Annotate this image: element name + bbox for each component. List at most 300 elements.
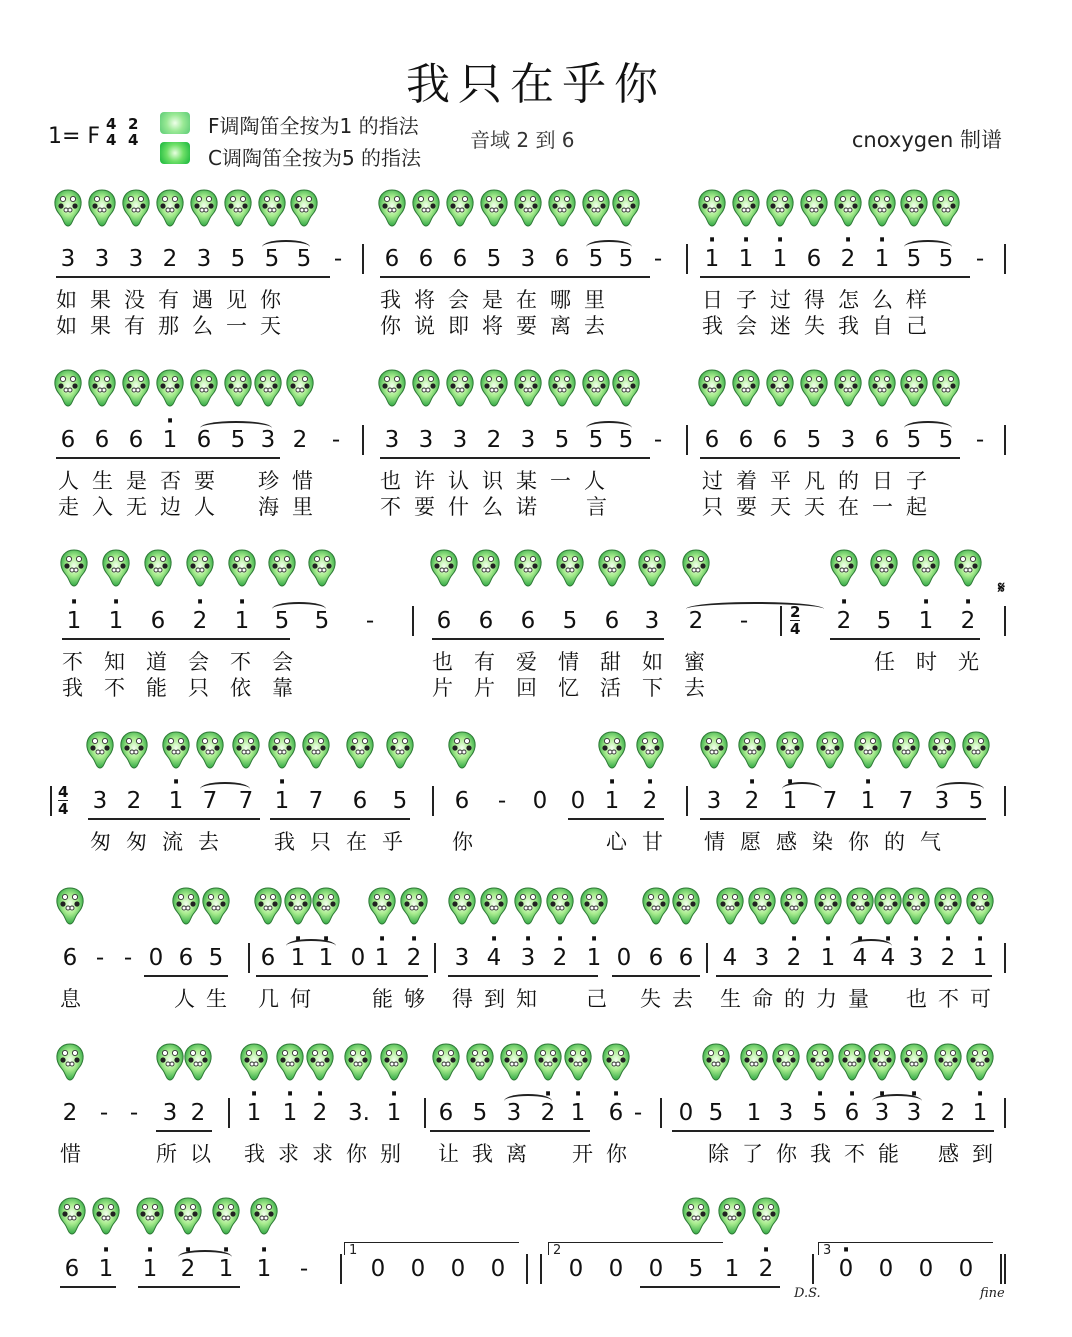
lyric-phrase: 开你 (572, 1142, 640, 1166)
note: · 2 (938, 945, 958, 971)
lyric-phrase: 不要什么诺 (380, 495, 550, 519)
note: · 4 (878, 945, 898, 971)
ocarina-fingering-icon (223, 188, 253, 228)
lyric-phrase: 也不可 (906, 987, 1002, 1011)
bar-line (1004, 1098, 1006, 1128)
author: cnoxygen 制谱 (851, 128, 1002, 152)
meter-b: 2 4 (128, 115, 139, 149)
note: 6 (648, 945, 664, 971)
ocarina-fingering-icon (101, 548, 131, 588)
bar-line (540, 1254, 542, 1284)
ocarina-fingering-icon (87, 188, 117, 228)
tie-arc (262, 240, 310, 254)
ts-top: 4 (58, 783, 69, 801)
note: - (633, 1100, 643, 1126)
beam (716, 975, 992, 977)
note: 1 (724, 1256, 740, 1282)
bar-line (228, 1098, 230, 1128)
note: - (95, 945, 105, 971)
ocarina-fingering-icon (597, 730, 627, 770)
beam (700, 818, 986, 820)
note: · 1 (970, 1100, 990, 1126)
ocarina-fingering-icon (513, 886, 543, 926)
note: 3 (452, 427, 468, 453)
note: 2 (688, 608, 704, 634)
note: 6 (738, 427, 754, 453)
ocarina-fingering-icon (155, 368, 185, 408)
note: 1 (746, 1100, 762, 1126)
ocarina-fingering-icon (697, 368, 727, 408)
note: - (331, 427, 341, 453)
note: · 2 (958, 608, 978, 634)
ocarina-fingering-icon (53, 368, 83, 408)
ocarina-fingering-icon (731, 368, 761, 408)
note: · 2 (310, 1100, 330, 1126)
ocarina-fingering-icon (671, 886, 701, 926)
note: 5 (472, 1100, 488, 1126)
note: · 1 (568, 1100, 588, 1126)
lyric-phrase: 片片回忆活下去 (432, 676, 726, 700)
lyric-phrase: 也有爱情甜如蜜 (432, 650, 726, 674)
note: 3 (60, 246, 76, 272)
ocarina-fingering-icon (289, 188, 319, 228)
tie-arc (904, 240, 952, 254)
note: 5 (588, 427, 604, 453)
note: 6 (352, 788, 368, 814)
note: 4 (722, 945, 738, 971)
ocarina-fingering-icon (367, 886, 397, 926)
beam (640, 1286, 780, 1288)
note: · 1 (160, 427, 180, 453)
ds-mark: D.S. (794, 1286, 821, 1301)
ocarina-fingering-icon (385, 730, 415, 770)
beam (672, 1130, 994, 1132)
bar-line (424, 1098, 426, 1128)
f-key-swatch (160, 112, 190, 134)
note: 7 (202, 788, 218, 814)
tie-arc (904, 421, 952, 435)
note: 5 (230, 246, 246, 272)
lyric-phrase: 生命的力量 (720, 987, 880, 1011)
note: 3 (840, 427, 856, 453)
ocarina-fingering-icon (581, 188, 611, 228)
ocarina-fingering-icon (867, 368, 897, 408)
ocarina-fingering-icon (249, 1196, 279, 1236)
tie-arc (686, 602, 824, 616)
ocarina-fingering-icon (411, 188, 441, 228)
ocarina-fingering-icon (747, 886, 777, 926)
ocarina-fingering-icon (829, 548, 859, 588)
lyric-phrase: 珍惜 (258, 469, 326, 493)
note: 3 (520, 246, 536, 272)
beam (270, 818, 410, 820)
ocarina-fingering-icon (429, 548, 459, 588)
note: 5 (208, 945, 224, 971)
lyric-phrase: 如果没有遇见你 (56, 288, 294, 312)
note: · 1 (244, 1100, 264, 1126)
lyric-phrase: 我求求你别 (244, 1142, 414, 1166)
ocarina-fingering-icon (779, 886, 809, 926)
ocarina-fingering-icon (445, 368, 475, 408)
note: · 4 (484, 945, 504, 971)
bar-line (412, 606, 414, 636)
ocarina-fingering-icon (751, 1196, 781, 1236)
time-signature (58, 784, 68, 817)
bar-line (706, 943, 708, 973)
ocarina-fingering-icon (813, 886, 843, 926)
ocarina-fingering-icon (285, 368, 315, 408)
tie-arc (286, 939, 336, 953)
note: · 1 (288, 945, 308, 971)
bar-line (434, 943, 436, 973)
note: 5 (938, 246, 954, 272)
ocarina-fingering-icon (867, 188, 897, 228)
note: 5 (296, 246, 312, 272)
ocarina-fingering-icon (581, 368, 611, 408)
note: 6 (62, 945, 78, 971)
note: 6 (384, 246, 400, 272)
ocarina-fingering-icon (173, 1196, 203, 1236)
ocarina-fingering-icon (189, 368, 219, 408)
ocarina-fingering-icon (891, 730, 921, 770)
note: · 1 (106, 608, 126, 634)
note: 6 (454, 788, 470, 814)
ocarina-fingering-icon (471, 548, 501, 588)
lyric-phrase: 息 (60, 987, 92, 1011)
note: 6 (704, 427, 720, 453)
note: 5 (618, 246, 634, 272)
note: · 6 (606, 1100, 626, 1126)
fine-mark: fine (980, 1286, 1005, 1301)
ocarina-fingering-icon (771, 1042, 801, 1082)
ocarina-fingering-icon (547, 368, 577, 408)
ocarina-fingering-icon (579, 886, 609, 926)
note: · 1 (316, 945, 336, 971)
lyric-phrase: 我将会是在哪里 (380, 288, 618, 312)
note: 2 (190, 1100, 206, 1126)
note: · 6 (842, 1100, 862, 1126)
ocarina-fingering-icon (253, 368, 283, 408)
ocarina-fingering-icon (899, 368, 929, 408)
note: 5 (806, 427, 822, 453)
note: 6 (60, 427, 76, 453)
range-text: 音域 2 到 6 (470, 128, 575, 152)
ocarina-fingering-icon (933, 886, 963, 926)
note: · 3 (906, 945, 926, 971)
note: · 1 (216, 1256, 236, 1282)
bar-line (526, 1254, 528, 1284)
note: · 2 (538, 1100, 558, 1126)
tie-arc (872, 1094, 922, 1108)
note: · 0 (836, 1256, 856, 1282)
note: 3 (418, 427, 434, 453)
lyric-phrase: 惜 (60, 1142, 94, 1166)
bar-line (686, 244, 688, 274)
beam (144, 975, 228, 977)
ocarina-fingering-icon (57, 1196, 87, 1236)
note: 3. (348, 1100, 370, 1126)
lyric-phrase: 我会迷失我自己 (702, 314, 940, 338)
ocarina-fingering-icon (479, 188, 509, 228)
note: 3 (384, 427, 400, 453)
note: · 1 (280, 1100, 300, 1126)
ocarina-fingering-icon (479, 886, 509, 926)
ocarina-fingering-icon (927, 730, 957, 770)
note: · 1 (916, 608, 936, 634)
note: · 2 (190, 608, 210, 634)
ocarina-fingering-icon (161, 730, 191, 770)
ocarina-fingering-icon (533, 1042, 563, 1082)
note: 0 (616, 945, 632, 971)
ts-top: 2 (790, 603, 801, 621)
note: 7 (822, 788, 838, 814)
lyric-phrase: 人生 (174, 987, 238, 1011)
note: · 5 (810, 1100, 830, 1126)
note: · 1 (872, 246, 892, 272)
ocarina-fingering-icon (445, 188, 475, 228)
beam (88, 818, 260, 820)
note: · 1 (372, 945, 392, 971)
note: · 1 (970, 945, 990, 971)
note: - (975, 427, 985, 453)
ocarina-fingering-icon (171, 886, 201, 926)
note: · 1 (602, 788, 622, 814)
ocarina-fingering-icon (933, 1042, 963, 1082)
ocarina-fingering-icon (377, 188, 407, 228)
note: 6 (260, 945, 276, 971)
lyric-phrase: 海里 (258, 495, 326, 519)
note: 0 (678, 1100, 694, 1126)
note: 6 (554, 246, 570, 272)
note: 6 (452, 246, 468, 272)
note: · 4 (850, 945, 870, 971)
beam (830, 638, 980, 640)
ocarina-fingering-icon (931, 368, 961, 408)
ocarina-fingering-icon (513, 548, 543, 588)
note: 5 (618, 427, 634, 453)
note: · 2 (756, 1256, 776, 1282)
lyric-phrase: 你说即将要离去 (380, 314, 618, 338)
note: 2 (62, 1100, 78, 1126)
note: 2 (126, 788, 142, 814)
beam (568, 818, 664, 820)
lyric-phrase: 失去 (640, 987, 704, 1011)
lyric-phrase: 情愿感染你的气 (704, 830, 956, 854)
bar-line (1004, 606, 1006, 636)
ocarina-fingering-icon (815, 730, 845, 770)
ocarina-fingering-icon (465, 1042, 495, 1082)
note: 6 (436, 608, 452, 634)
ocarina-fingering-icon (499, 1042, 529, 1082)
ocarina-fingering-icon (805, 1042, 835, 1082)
note: 7 (898, 788, 914, 814)
note: · 3 (518, 945, 538, 971)
ocarina-fingering-icon (867, 1042, 897, 1082)
tie-arc (200, 782, 250, 796)
note: · 1 (272, 788, 292, 814)
ocarina-fingering-icon (185, 548, 215, 588)
ocarina-fingering-icon (55, 1042, 85, 1082)
note: 0 (958, 1256, 974, 1282)
note: · 2 (404, 945, 424, 971)
note: · 3 (904, 1100, 924, 1126)
ocarina-fingering-icon (563, 1042, 593, 1082)
lyric-phrase: 我只在乎 (274, 830, 418, 854)
ocarina-fingering-icon (411, 368, 441, 408)
note: 5 (968, 788, 984, 814)
note: 6 (772, 427, 788, 453)
beam (380, 457, 650, 459)
ocarina-fingering-icon (479, 368, 509, 408)
ocarina-fingering-icon (85, 730, 115, 770)
ocarina-fingering-icon (223, 368, 253, 408)
note: 3 (94, 246, 110, 272)
song-title: 我只在乎你 (406, 59, 666, 110)
note: 5 (938, 427, 954, 453)
note: 3 (520, 427, 536, 453)
beam (56, 276, 330, 278)
note: 2 (292, 427, 308, 453)
note: - (975, 246, 985, 272)
note: 6 (478, 608, 494, 634)
note: 7 (238, 788, 254, 814)
lyric-phrase: 走入无边人 (58, 495, 228, 519)
tie-arc (782, 782, 822, 796)
tie-arc (586, 421, 632, 435)
ocarina-fingering-icon (899, 1042, 929, 1082)
ocarina-fingering-icon (305, 1042, 335, 1082)
lyric-phrase: 心甘 (606, 830, 678, 854)
beam (448, 975, 598, 977)
volta-number: 3 (818, 1242, 993, 1255)
tie-arc (586, 240, 632, 254)
ocarina-fingering-icon (59, 548, 89, 588)
key-signature: 1= F (48, 124, 101, 149)
note: 5 (392, 788, 408, 814)
meter-a: 4 4 (106, 115, 117, 149)
note: · 2 (550, 945, 570, 971)
note: 5 (314, 608, 330, 634)
ocarina-fingering-icon (681, 548, 711, 588)
note: 3 (706, 788, 722, 814)
note: 3 (128, 246, 144, 272)
beam (380, 276, 650, 278)
note: 0 (350, 945, 366, 971)
ocarina-fingering-icon (961, 730, 991, 770)
ocarina-fingering-icon (911, 548, 941, 588)
note: 5 (562, 608, 578, 634)
note: 2 (940, 1100, 956, 1126)
ocarina-fingering-icon (853, 730, 883, 770)
ocarina-fingering-icon (873, 886, 903, 926)
note: · 1 (702, 246, 722, 272)
note: 0 (450, 1256, 466, 1282)
note: 3 (454, 945, 470, 971)
beam (256, 975, 428, 977)
ocarina-fingering-icon (611, 368, 641, 408)
bar-line (362, 244, 364, 274)
note: 3 (754, 945, 770, 971)
note: 5 (708, 1100, 724, 1126)
ocarina-fingering-icon (275, 1042, 305, 1082)
note: 0 (370, 1256, 386, 1282)
ocarina-fingering-icon (231, 730, 261, 770)
ocarina-fingering-icon (637, 548, 667, 588)
note: 0 (918, 1256, 934, 1282)
bar-line (686, 786, 688, 816)
note: 0 (608, 1256, 624, 1282)
lyric-phrase: 能够 (372, 987, 436, 1011)
tie-arc (200, 421, 272, 435)
ocarina-fingering-icon (765, 188, 795, 228)
ocarina-fingering-icon (931, 188, 961, 228)
ocarina-fingering-icon (121, 188, 151, 228)
ocarina-fingering-icon (681, 1196, 711, 1236)
note: · 1 (96, 1256, 116, 1282)
lyric-phrase: 几何 (258, 987, 322, 1011)
note: 0 (410, 1256, 426, 1282)
note: 3 (92, 788, 108, 814)
ocarina-fingering-icon (513, 368, 543, 408)
note: 7 (308, 788, 324, 814)
ocarina-fingering-icon (301, 730, 331, 770)
bar-line (248, 943, 250, 973)
ocarina-fingering-icon (189, 188, 219, 228)
ocarina-fingering-icon (345, 730, 375, 770)
note: 2 (486, 427, 502, 453)
note: 6 (438, 1100, 454, 1126)
note: - (653, 246, 663, 272)
ocarina-fingering-icon (53, 188, 83, 228)
note: · 2 (640, 788, 660, 814)
ocarina-fingering-icon (201, 886, 231, 926)
tie-arc (178, 1250, 232, 1264)
legend-c: C调陶笛全按为5 的指法 (208, 146, 422, 170)
note: - (497, 788, 507, 814)
note: 5 (688, 1256, 704, 1282)
ocarina-fingering-icon (555, 548, 585, 588)
ocarina-fingering-icon (717, 1196, 747, 1236)
ocarina-fingering-icon (737, 730, 767, 770)
note: 5 (588, 246, 604, 272)
bar-line (660, 1098, 662, 1128)
note: · 1 (166, 788, 186, 814)
lyric-phrase: 除了你我不能 (708, 1142, 912, 1166)
lyric-phrase: 我不能只依靠 (62, 676, 314, 700)
ocarina-fingering-icon (121, 368, 151, 408)
beam (700, 457, 960, 459)
note: 0 (570, 788, 586, 814)
ocarina-fingering-icon (799, 368, 829, 408)
note: · 1 (780, 788, 800, 814)
note: 6 (874, 427, 890, 453)
note: 5 (486, 246, 502, 272)
bar-line (812, 1254, 814, 1284)
ocarina-fingering-icon (799, 188, 829, 228)
ocarina-fingering-icon (697, 188, 727, 228)
bar-line (432, 786, 434, 816)
note: · 2 (838, 246, 858, 272)
ocarina-fingering-icon (431, 1042, 461, 1082)
note: 6 (64, 1256, 80, 1282)
note: - (99, 1100, 109, 1126)
note: - (365, 608, 375, 634)
ocarina-fingering-icon (833, 368, 863, 408)
note: 6 (418, 246, 434, 272)
ocarina-fingering-icon (195, 730, 225, 770)
note: 3 (162, 1100, 178, 1126)
note: 3 (934, 788, 950, 814)
